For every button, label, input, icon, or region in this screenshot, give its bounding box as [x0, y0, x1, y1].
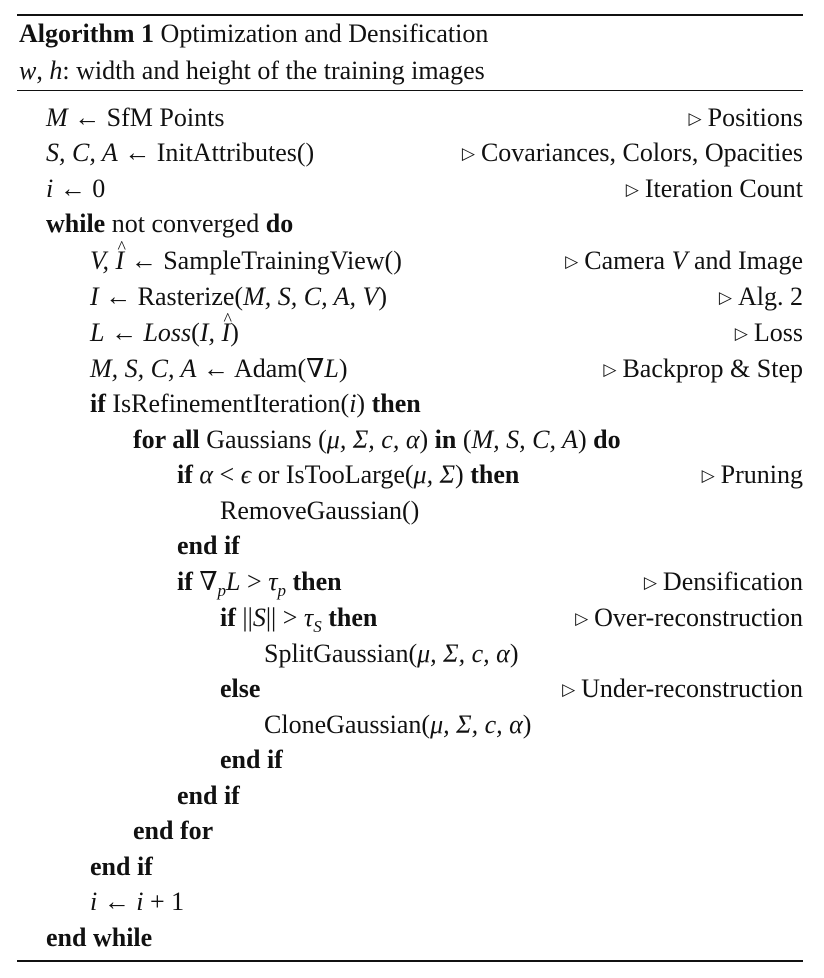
line-code	[46, 100, 224, 136]
code-token: i	[90, 887, 98, 916]
code-token: ϵ	[240, 460, 252, 489]
code-token: i	[46, 174, 54, 203]
comment-attributes	[462, 135, 803, 174]
algo-line-7	[0, 315, 803, 351]
comment-triangle-icon: ▷	[701, 466, 715, 485]
algo-line-14	[0, 564, 803, 600]
code-token: L	[226, 567, 241, 596]
line-code	[90, 243, 402, 279]
code-token: S	[313, 617, 322, 637]
code-token: I	[90, 282, 99, 311]
bottom-rule	[17, 960, 803, 962]
comment-triangle-icon: ▷	[718, 288, 732, 307]
algo-line-18	[0, 707, 803, 743]
algo-line-13	[0, 528, 803, 564]
algo-line-20	[0, 778, 803, 814]
keyword: then	[292, 567, 342, 596]
code-token: S	[252, 603, 266, 632]
code-token: )	[522, 710, 532, 739]
code-token: α	[192, 460, 214, 489]
comment-over-reconstruction	[575, 600, 803, 639]
line-code: end while	[46, 923, 153, 952]
keyword: then	[470, 460, 520, 489]
code-token: V,	[90, 246, 116, 275]
line-code: RemoveGaussian()	[220, 496, 420, 525]
comment-triangle-icon: ▷	[688, 109, 702, 128]
code-token: Loss	[143, 318, 192, 347]
keyword: do	[265, 209, 294, 238]
algo-line-22	[0, 849, 803, 885]
code-token: M	[46, 103, 68, 132]
code-token: ||	[235, 603, 253, 632]
line-code	[264, 636, 518, 672]
algo-line-11	[0, 457, 803, 493]
comment-triangle-icon: ▷	[575, 609, 589, 628]
algo-line-12	[0, 493, 803, 529]
comment-iteration	[626, 171, 803, 210]
code-token: IsRefinementIteration(	[105, 389, 350, 418]
code-token: Over-reconstruction	[594, 603, 803, 632]
code-token: )	[455, 460, 471, 489]
line-code	[46, 135, 314, 171]
code-token: ← SfM Points	[67, 103, 225, 132]
code-token: Positions	[707, 103, 803, 132]
line-code	[220, 600, 377, 636]
code-token: τ	[303, 603, 314, 632]
code-token: μ, Σ	[413, 460, 456, 489]
keyword: then	[371, 389, 421, 418]
algo-line-15	[0, 600, 803, 636]
code-token: ← SampleTrainingView()	[124, 246, 402, 275]
code-token: p	[277, 581, 286, 601]
code-token: Gaussians (	[199, 425, 327, 454]
line-code	[90, 279, 387, 315]
code-token: M, S, C, A	[471, 425, 578, 454]
comment-triangle-icon: ▷	[734, 324, 748, 343]
code-token: ←	[104, 318, 144, 347]
algo-line-17	[0, 671, 803, 707]
code-token: )	[230, 318, 239, 347]
code-token: ^ I	[222, 315, 231, 351]
comment-loss	[735, 315, 803, 354]
algo-line-16	[0, 636, 803, 672]
code-token: (	[456, 425, 472, 454]
code-token: : width and height of the training images	[62, 56, 485, 85]
comment-alg2	[719, 279, 803, 318]
code-token: i	[349, 389, 357, 418]
line-code	[90, 351, 347, 387]
algo-line-8	[0, 351, 803, 387]
keyword: if	[177, 460, 193, 489]
code-token: )	[356, 389, 372, 418]
code-token: L	[324, 354, 339, 383]
line-code	[90, 386, 421, 422]
algo-line-5	[0, 243, 803, 279]
line-code: else	[220, 674, 261, 703]
keyword: then	[328, 603, 378, 632]
line-code	[177, 564, 342, 600]
line-code: end for	[133, 816, 214, 845]
keyword: if	[177, 567, 193, 596]
code-token: )	[577, 425, 594, 454]
line-code	[90, 315, 239, 351]
algo-line-2	[0, 135, 803, 171]
comment-triangle-icon: ▷	[643, 573, 657, 592]
line-code: end if	[220, 745, 283, 774]
code-token: Alg. 2	[738, 282, 803, 311]
code-token: CloneGaussian(	[264, 710, 431, 739]
code-token: μ, Σ, c, α	[417, 639, 510, 668]
code-token: ← 0	[53, 174, 106, 203]
algo-line-9	[0, 386, 803, 422]
code-token: w	[19, 56, 37, 85]
code-token: ∇	[192, 567, 218, 596]
comment-densification	[644, 564, 803, 603]
comment-camera	[565, 243, 803, 282]
code-token: and Image	[687, 246, 803, 275]
code-token: μ, Σ, c, α	[326, 425, 420, 454]
code-token: ←	[97, 887, 137, 916]
code-token: )	[509, 639, 519, 668]
code-token: I,	[199, 318, 222, 347]
algorithm-title: Optimization and Densification	[160, 19, 489, 48]
code-token: || >	[265, 603, 304, 632]
comment-triangle-icon: ▷	[562, 680, 576, 699]
code-token: SplitGaussian(	[264, 639, 418, 668]
comment-triangle-icon: ▷	[461, 144, 475, 163]
keyword: if	[90, 389, 106, 418]
code-token: or IsTooLarge(	[251, 460, 414, 489]
code-token: Loss	[753, 318, 803, 347]
algorithm-label: Algorithm 1	[19, 19, 155, 48]
algo-line-10	[0, 422, 803, 458]
code-token: )	[338, 354, 348, 383]
line-code	[264, 707, 531, 743]
code-token: i	[136, 887, 144, 916]
code-token: Camera	[584, 246, 672, 275]
code-token: + 1	[143, 887, 185, 916]
line-code	[46, 171, 105, 207]
algo-line-21	[0, 813, 803, 849]
algo-line-24	[0, 920, 803, 956]
algo-line-19	[0, 742, 803, 778]
code-token: M, S, C, A, V	[243, 282, 379, 311]
keyword: if	[220, 603, 236, 632]
keyword: while	[46, 209, 106, 238]
keyword: in	[434, 425, 457, 454]
algo-line-6	[0, 279, 803, 315]
comment-triangle-icon: ▷	[565, 252, 579, 271]
comment-under-reconstruction	[562, 671, 803, 710]
algo-line-3	[0, 171, 803, 207]
code-token: )	[378, 282, 388, 311]
code-token: Iteration Count	[644, 174, 803, 203]
keyword: do	[593, 425, 621, 454]
code-token: ^ I	[116, 243, 125, 279]
code-token: Under-reconstruction	[581, 674, 803, 703]
code-token: not converged	[105, 209, 266, 238]
code-token: τ	[268, 567, 278, 596]
code-token: ← InitAttributes()	[117, 138, 315, 167]
code-token: Covariances, Colors, Opacities	[480, 138, 803, 167]
comment-pruning	[702, 457, 803, 496]
line-code: end if	[177, 531, 240, 560]
line-code	[90, 884, 184, 920]
code-token: V	[671, 246, 688, 275]
code-token: Backprop & Step	[622, 354, 803, 383]
code-token: )	[419, 425, 435, 454]
algo-line-23	[0, 884, 803, 920]
algorithm-inputs: w, h: width and height of the training images	[19, 56, 485, 85]
code-token: ← Rasterize(	[98, 282, 244, 311]
code-token: S, C, A	[46, 138, 118, 167]
comment-positions	[689, 100, 803, 139]
code-token: h	[49, 56, 63, 85]
code-token: L	[90, 318, 105, 347]
code-token: (	[191, 318, 200, 347]
algo-line-1	[0, 100, 803, 136]
code-token: Densification	[662, 567, 803, 596]
code-token: M, S, C, A	[90, 354, 197, 383]
line-code: end if	[90, 852, 153, 881]
code-token: p	[217, 581, 227, 601]
comment-triangle-icon: ▷	[625, 180, 639, 199]
code-token: ← Adam(∇	[196, 354, 325, 383]
code-token: <	[213, 460, 241, 489]
keyword: for all	[133, 425, 200, 454]
line-code	[133, 422, 621, 458]
line-code: end if	[177, 781, 240, 810]
comment-triangle-icon: ▷	[603, 360, 617, 379]
comment-backprop	[603, 351, 803, 390]
code-token: Pruning	[720, 460, 803, 489]
line-code	[177, 457, 519, 493]
line-code	[46, 206, 293, 242]
code-token: >	[240, 567, 269, 596]
code-token: μ, Σ, c, α	[430, 710, 523, 739]
